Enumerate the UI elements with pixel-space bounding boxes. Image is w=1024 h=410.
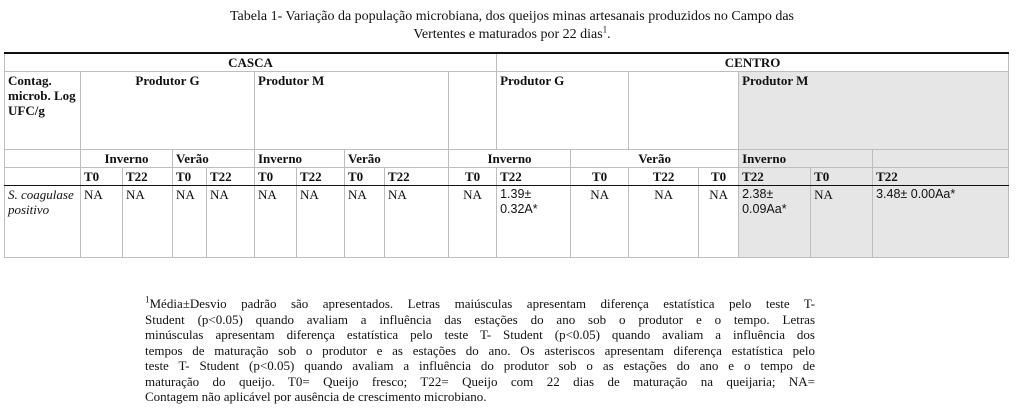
empty-cell [449,72,497,150]
table-cell: NA [571,186,629,258]
table-cell: NA [449,186,497,258]
table-cell: 1.39± 0.32A* [497,186,571,258]
time-t22: T22 [385,168,449,186]
time-t0: T0 [811,168,873,186]
empty-cell [873,150,1009,168]
time-t22: T22 [739,168,811,186]
row-header-count: Contag. microb. Log UFC/g [5,72,81,150]
data-table-wrapper [4,52,1008,258]
caption-line-2: Vertentes e maturados por 22 dias$^1$. [413,24,611,42]
table-cell: NA [123,186,173,258]
time-t0: T0 [255,168,297,186]
time-t22: T22 [873,168,1009,186]
time-t0: T0 [699,168,739,186]
time-t22: T22 [497,168,571,186]
empty-cell [629,72,739,150]
table-cell: NA [81,186,123,258]
group-centro: CENTRO [497,53,1009,72]
group-header-row [5,53,1009,72]
casca-producer-m: Produtor M [255,72,449,150]
time-t0: T0 [345,168,385,186]
empty-cell [5,168,81,186]
caption-line-2-text: Vertentes e maturados por 22 dias [413,27,603,42]
centro-producer-m: Produtor M [739,72,1009,150]
table-row [5,186,1009,258]
footnote-line-3: minúsculas apresentam diferença estatística pelo teste T- Student (p<0.05) quando avaliam a influência dos [145,327,815,342]
table-caption [0,8,1024,44]
table-footnote [145,296,815,405]
footnote-line-4: tempos de maturação sob o produtor e as estações do ano. Os asteriscos apresentam diferença estatística pelo [145,342,815,358]
table-cell: NA [385,186,449,258]
table-cell: NA [173,186,207,258]
season-inverno-2: Inverno [255,150,345,168]
empty-cell [5,150,81,168]
table-cell: NA [345,186,385,258]
season-verao-3: Verão [571,150,739,168]
table-cell: NA [699,186,739,258]
footnote-line-7: Contagem não aplicável por ausência de crescimento microbiano. [145,389,487,404]
time-t22: T22 [123,168,173,186]
footnote-line-1-text: Média±Desvio padrão são apresentados. Letras maiúsculas apresentam diferença estatística pelo teste T- [149,296,815,311]
table-cell: NA [297,186,345,258]
footnote-line-6: maturação do queijo. T0= Queijo fresco; T22= Queijo com 22 dias de maturação na queijaria; NA= [145,373,815,389]
table-cell: NA [811,186,873,258]
table-cell: 3.48± 0.00Aa* [873,186,1009,258]
time-t22: T22 [207,168,255,186]
time-t22: T22 [629,168,699,186]
footnote-line-5: teste T- Student (p<0.05) quando avaliam a influência do produtor sob o as estações do ano e o tempo de [145,358,815,373]
season-verao-1: Verão [173,150,255,168]
season-inverno-4: Inverno [739,150,873,168]
time-t0: T0 [173,168,207,186]
time-t0: T0 [571,168,629,186]
table-cell: NA [207,186,255,258]
time-t0: T0 [449,168,497,186]
footnote-line-1 [145,296,815,312]
centro-producer-g: Produtor G [497,72,629,150]
footnote-line-2: Student (p<0.05) quando avaliam a influência das estações do ano sob o produtor e o tempo. Letras [145,311,815,327]
group-casca: CASCA [5,53,497,72]
caption-superscript: 1 [602,24,608,35]
footnote-superscript: 1 [145,294,150,305]
season-inverno-3: Inverno [449,150,571,168]
caption-line-1: Tabela 1- Variação da população microbiana, dos queijos minas artesanais produzidos no Campo das [229,9,795,24]
table-cell: NA [255,186,297,258]
time-t22: T22 [297,168,345,186]
microbial-population-table [4,52,1009,258]
casca-producer-g: Produtor G [81,72,255,150]
time-header-row [5,168,1009,186]
table-cell: NA [629,186,699,258]
season-inverno-1: Inverno [81,150,173,168]
season-verao-2: Verão [345,150,449,168]
organism-label: S. coagulase positivo [5,186,81,258]
season-header-row [5,150,1009,168]
time-t0: T0 [81,168,123,186]
table-cell: 2.38± 0.09Aa* [739,186,811,258]
producer-header-row [5,72,1009,150]
